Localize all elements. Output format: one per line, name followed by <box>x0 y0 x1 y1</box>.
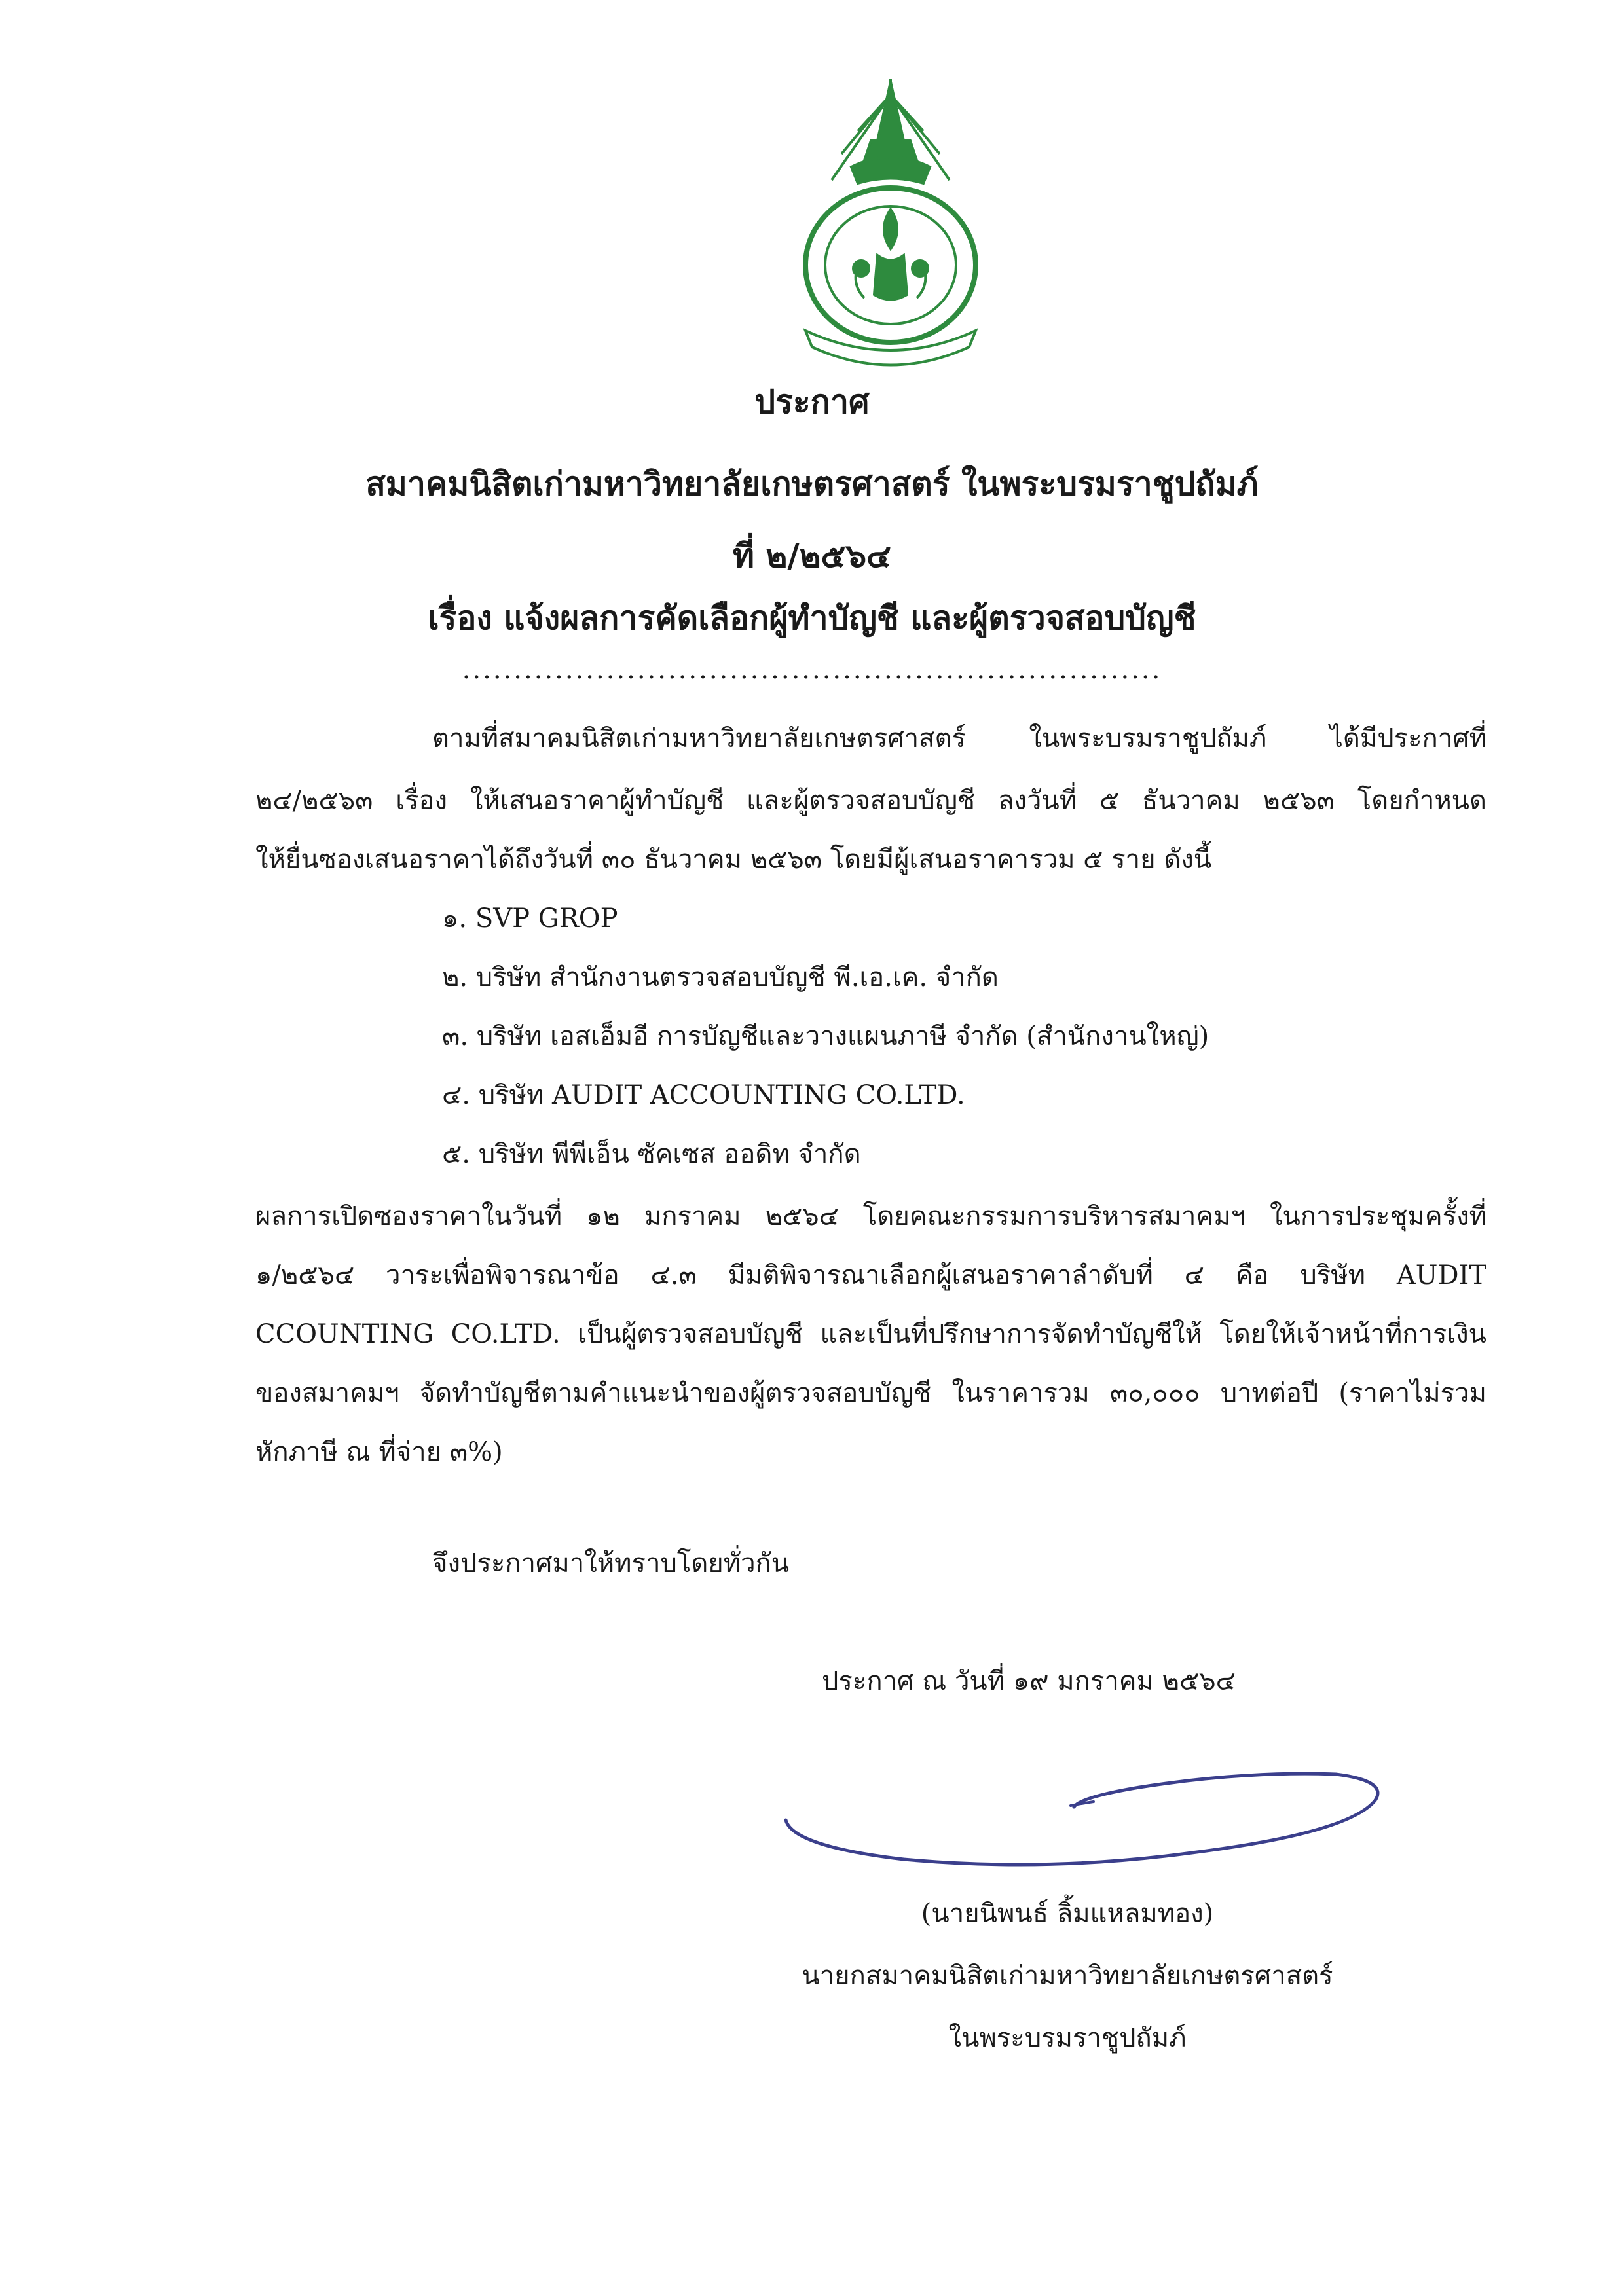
bidder-item: ๕. บริษัท พีพีเอ็น ซัคเซส ออดิท จำกัด <box>442 1139 861 1169</box>
announcement-title: ประกาศ <box>754 382 870 421</box>
result-line-5: หักภาษี ณ ที่จ่าย ๓%) <box>255 1437 503 1467</box>
signer-position-line-2: ในพระบรมราชูปถัมภ์ <box>948 2023 1187 2053</box>
bidder-item: ๔. บริษัท AUDIT ACCOUNTING CO.LTD. <box>442 1080 965 1110</box>
result-line-1: ผลการเปิดซองราคาในวันที่ ๑๒ มกราคม ๒๕๖๔ โดยคณะกรรมการบริหารสมาคมฯ ในการประชุมครั้งที่ <box>255 1201 1486 1231</box>
result-line-4: ของสมาคมฯ จัดทำบัญชีตามคำแนะนำของผู้ตรวจสอบบัญชี ในราคารวม ๓๐,๐๐๐ บาทต่อปี (ราคาไม่รวม <box>255 1378 1486 1408</box>
dotted-divider: .................................................................... <box>462 655 1162 685</box>
announcement-date: ประกาศ ณ วันที่ ๑๙ มกราคม ๒๕๖๔ <box>822 1666 1236 1696</box>
bidder-item: ๓. บริษัท เอสเอ็มอี การบัญชีและวางแผนภาษี จำกัด (สำนักงานใหญ่) <box>442 1021 1209 1051</box>
intro-line-3: ให้ยื่นซองเสนอราคาได้ถึงวันที่ ๓๐ ธันวาคม ๒๕๖๓ โดยมีผู้เสนอราคารวม ๕ ราย ดังนี้ <box>255 845 1212 875</box>
announcement-number: ที่ ๒/๒๕๖๔ <box>733 536 891 575</box>
result-line-2: ๑/๒๕๖๔ วาระเพื่อพิจารณาข้อ ๔.๓ มีมติพิจารณาเลือกผู้เสนอราคาลำดับที่ ๔ คือ บริษัท AUDIT <box>255 1260 1486 1290</box>
handwritten-signature <box>773 1741 1414 1892</box>
announcement-subject: เรื่อง แจ้งผลการคัดเลือกผู้ทำบัญชี และผู้ตรวจสอบบัญชี <box>428 598 1196 637</box>
result-line-3: CCOUNTING CO.LTD. เป็นผู้ตรวจสอบบัญชี และเป็นที่ปรึกษาการจัดทำบัญชีให้ โดยให้เจ้าหน้าที่การเงิน <box>255 1319 1486 1349</box>
signer-position-line-1: นายกสมาคมนิสิตเก่ามหาวิทยาลัยเกษตรศาสตร์ <box>802 1961 1333 1991</box>
bidder-item: ๒. บริษัท สำนักงานตรวจสอบบัญชี พี.เอ.เค. จำกัด <box>442 962 999 993</box>
organization-name: สมาคมนิสิตเก่ามหาวิทยาลัยเกษตรศาสตร์ ในพระบรมราชูปถัมภ์ <box>365 464 1259 503</box>
signer-name: (นายนิพนธ์ ลิ้มแหลมทอง) <box>921 1899 1214 1929</box>
bidder-item: ๑. SVP GROP <box>442 903 618 934</box>
organization-emblem-icon <box>779 69 1002 370</box>
intro-line-1: ตามที่สมาคมนิสิตเก่ามหาวิทยาลัยเกษตรศาสตร์ ในพระบรมราชูปถัมภ์ ได้มีประกาศที่ <box>432 723 1486 754</box>
closing-statement: จึงประกาศมาให้ทราบโดยทั่วกัน <box>432 1548 790 1578</box>
intro-line-2: ๒๔/๒๕๖๓ เรื่อง ให้เสนอราคาผู้ทำบัญชี และผู้ตรวจสอบบัญชี ลงวันที่ ๕ ธันวาคม ๒๕๖๓ โดยกำหนด <box>255 786 1486 816</box>
